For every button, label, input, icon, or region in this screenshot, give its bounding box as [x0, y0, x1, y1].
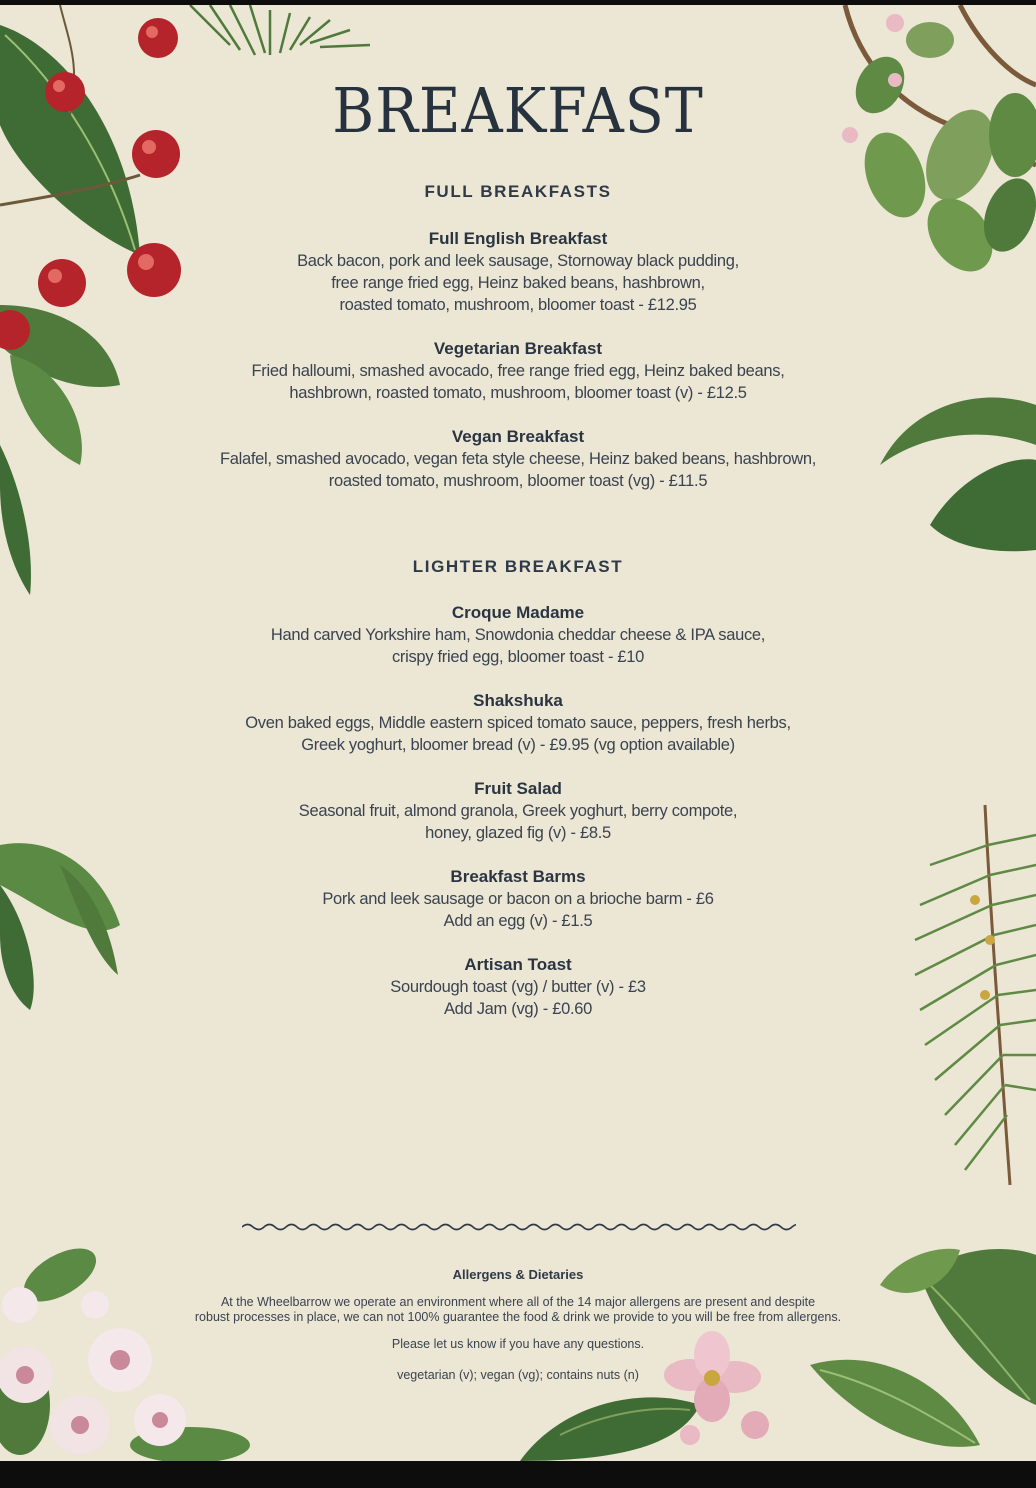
menu-item-name: Breakfast Barms: [450, 867, 586, 886]
menu-item-description: Sourdough toast (vg) / butter (v) - £3: [390, 978, 646, 996]
menu-item: [140, 690, 896, 756]
menu-item: [140, 602, 896, 668]
menu-item-description: Falafel, smashed avocado, vegan feta style cheese, Heinz baked beans, hashbrown,: [219, 450, 817, 468]
menu-item: [140, 228, 896, 316]
menu-item-name: Full English Breakfast: [428, 229, 608, 248]
menu-title: BREAKFAST: [332, 74, 704, 147]
menu-item-name: Shakshuka: [473, 691, 563, 710]
wavy-divider: [242, 1219, 796, 1235]
menu-item-description: Hand carved Yorkshire ham, Snowdonia cheddar cheese & IPA sauce,: [270, 626, 766, 644]
menu-item-description: free range fried egg, Heinz baked beans, hashbrown,: [331, 274, 705, 292]
menu-page: [0, 5, 1036, 1461]
menu-item-name: Fruit Salad: [474, 779, 562, 798]
menu-item: [140, 338, 896, 404]
menu-item-name: Vegetarian Breakfast: [433, 339, 603, 358]
allergens-statement: At the Wheelbarrow we operate an environment where all of the 14 major allergens are present and despite: [220, 1295, 816, 1309]
menu-item-description: Add Jam (vg) - £0.60: [443, 1000, 593, 1018]
menu-item: [140, 426, 896, 492]
menu-item-description: Oven baked eggs, Middle eastern spiced tomato sauce, peppers, fresh herbs,: [245, 714, 791, 732]
menu-item: [140, 954, 896, 1020]
menu-item-description: roasted tomato, mushroom, bloomer toast (vg) - £11.5: [328, 472, 708, 490]
menu-item-description: roasted tomato, mushroom, bloomer toast - £12.95: [339, 296, 697, 314]
menu-item-description: hashbrown, roasted tomato, mushroom, bloomer toast (v) - £12.5: [289, 384, 747, 402]
section-heading-lighter-breakfast: LIGHTER BREAKFAST: [412, 557, 624, 576]
allergens-statement: robust processes in place, we can not 100% guarantee the food & drink we provide to you will be free from allergens.: [194, 1310, 842, 1324]
menu-item-description: Add an egg (v) - £1.5: [443, 912, 593, 930]
dietary-key: vegetarian (v); vegan (vg); contains nuts (n): [397, 1368, 639, 1382]
allergens-heading: Allergens & Dietaries: [452, 1267, 584, 1282]
menu-item-name: Artisan Toast: [464, 955, 572, 974]
menu-item-description: Back bacon, pork and leek sausage, Stornoway black pudding,: [297, 252, 739, 270]
allergens-questions: Please let us know if you have any questions.: [391, 1337, 645, 1351]
menu-item-name: Croque Madame: [451, 603, 585, 622]
menu-item-description: honey, glazed fig (v) - £8.5: [425, 824, 611, 842]
menu-item-description: Fried halloumi, smashed avocado, free range fried egg, Heinz baked beans,: [251, 362, 785, 380]
menu-item-description: Greek yoghurt, bloomer bread (v) - £9.95 (vg option available): [301, 736, 735, 754]
menu-item-description: crispy fried egg, bloomer toast - £10: [391, 648, 645, 666]
menu-item-description: Pork and leek sausage or bacon on a brioche barm - £6: [322, 890, 714, 908]
menu-item-name: Vegan Breakfast: [451, 427, 585, 446]
section-heading-full-breakfasts: FULL BREAKFASTS: [424, 182, 612, 201]
menu-content: [0, 5, 1036, 1461]
menu-item: [140, 778, 896, 844]
menu-item-description: Seasonal fruit, almond granola, Greek yoghurt, berry compote,: [298, 802, 738, 820]
menu-item: [140, 866, 896, 932]
